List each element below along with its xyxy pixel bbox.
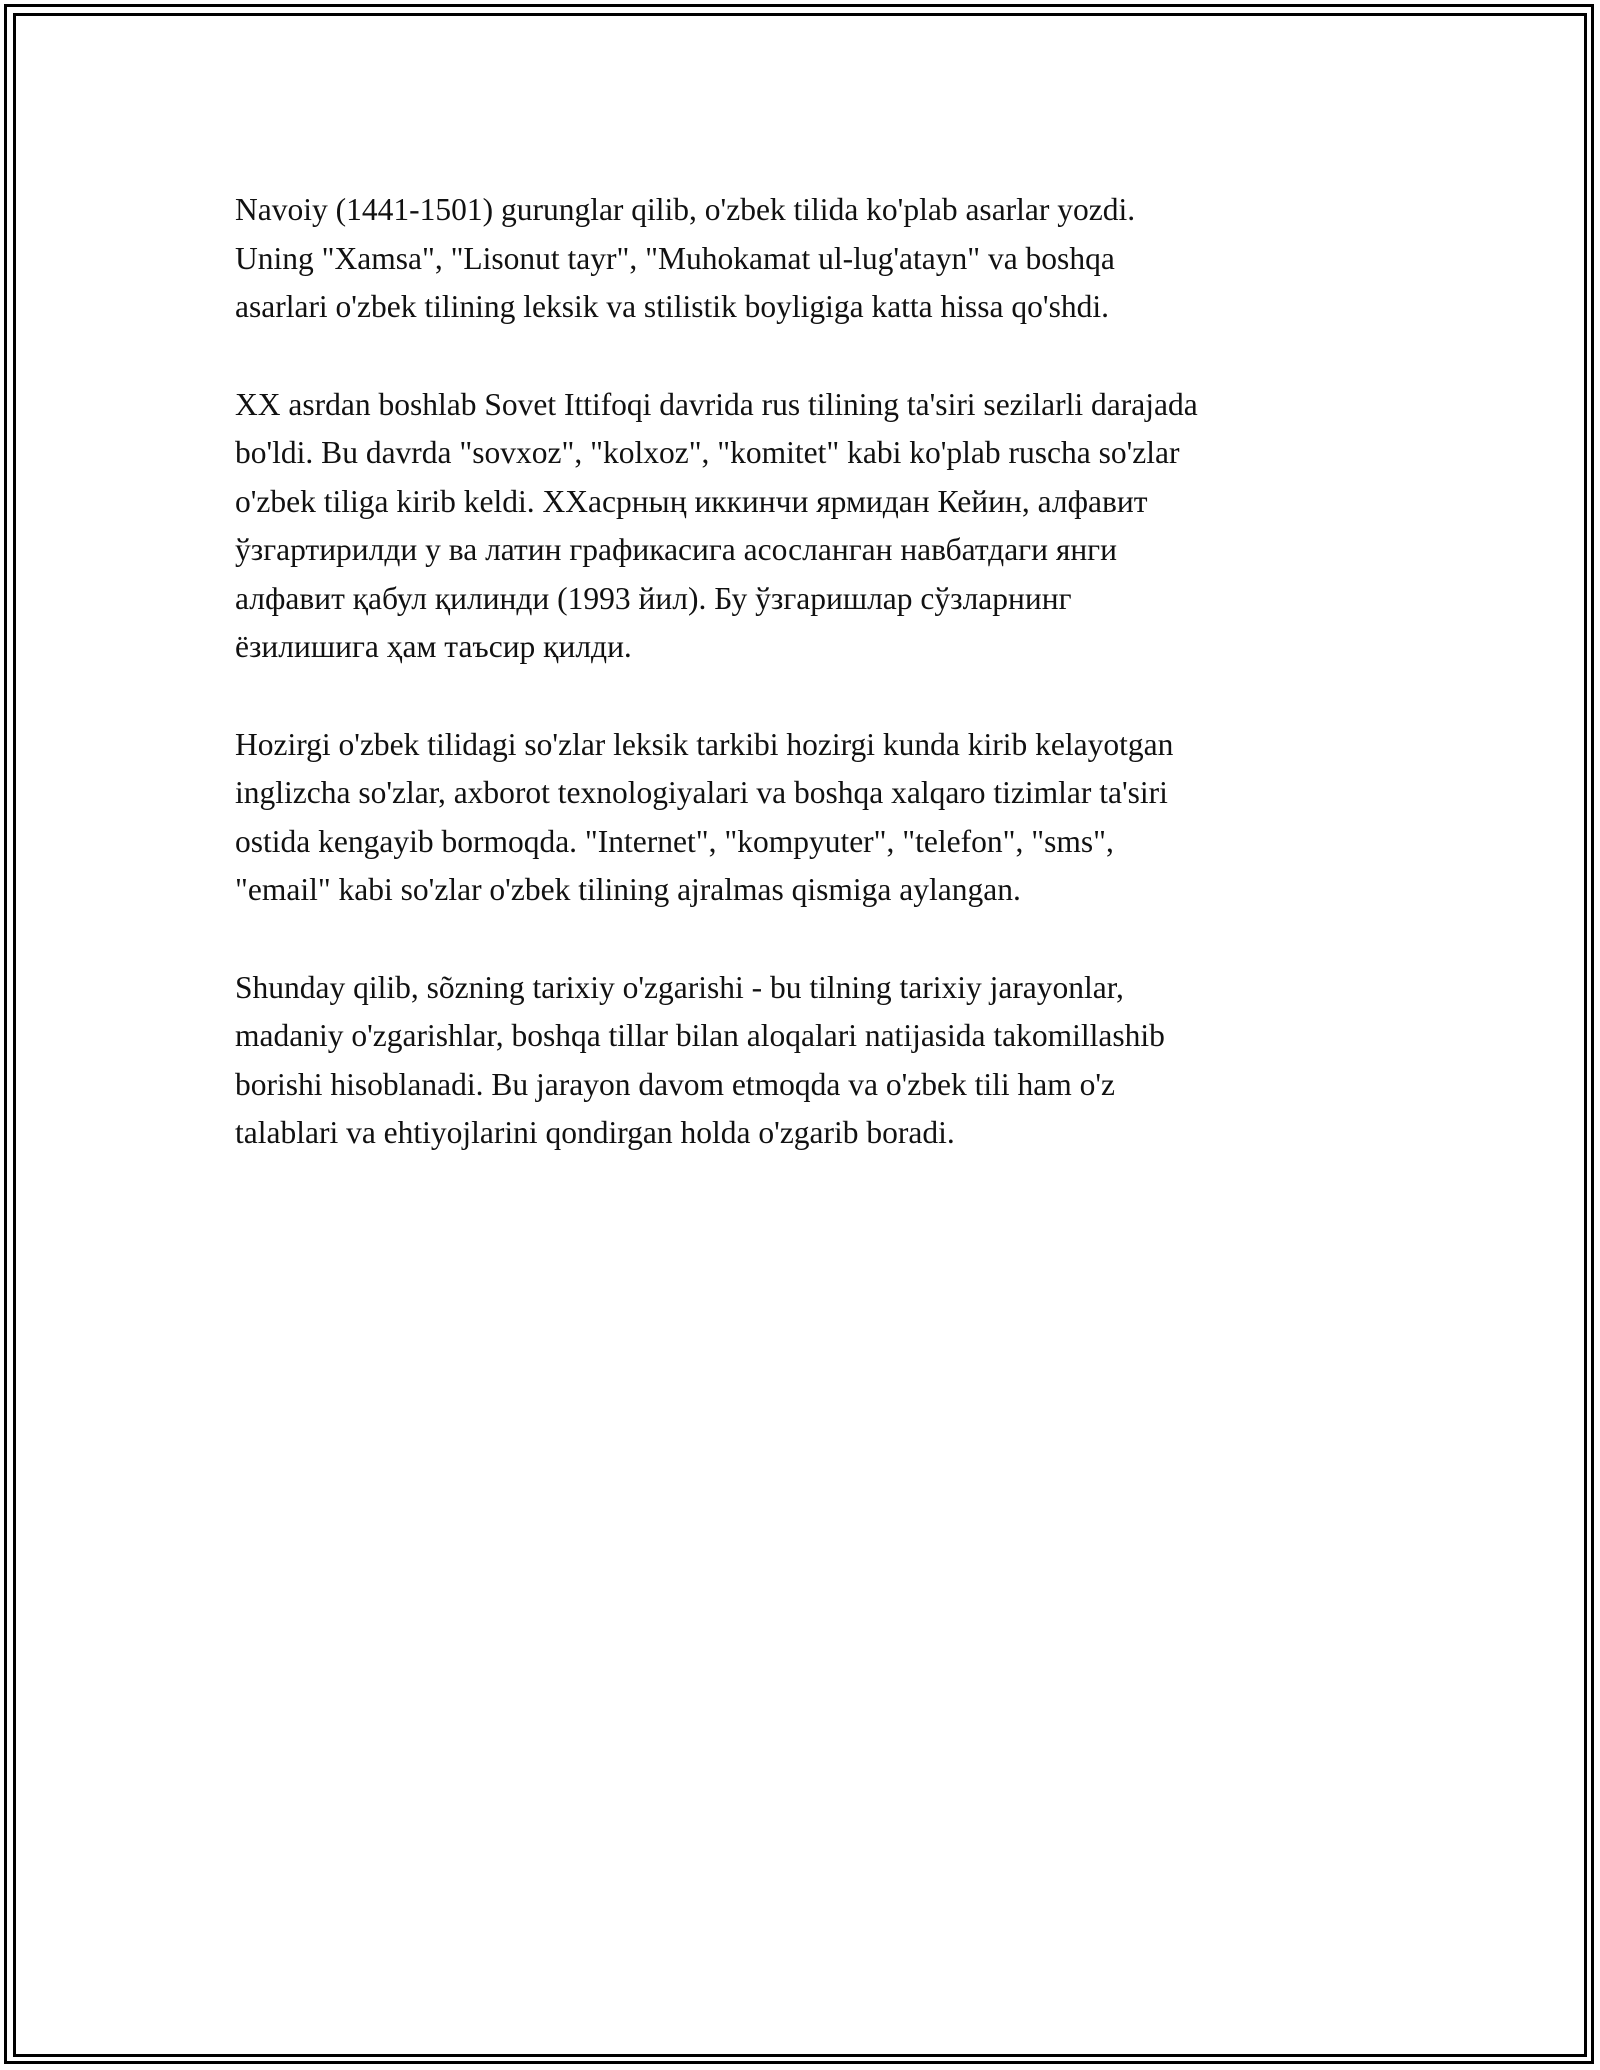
paragraph-2 bbox=[235, 381, 1375, 672]
text-line: Uning "Xamsa", "Lisonut tayr", "Muhokamat ul-lug'atayn" va boshqa bbox=[235, 240, 1115, 276]
text-line: madaniy o'zgarishlar, boshqa tillar bilan aloqalari natijasida takomillashib bbox=[235, 1018, 1165, 1053]
paragraph-3 bbox=[235, 721, 1375, 915]
text-line: inglizcha so'zlar, axborot texnologiyalari va boshqa xalqaro tizimlar ta'siri bbox=[235, 775, 1168, 810]
text-line: XX asrdan boshlab Sovet Ittifoqi davrida rus tilining ta'siri sezilarli darajada bbox=[235, 386, 1198, 422]
paragraph-1 bbox=[235, 186, 1375, 332]
text-line: Navoiy (1441-1501) gurunglar qilib, o'zbek tilida ko'plab asarlar yozdi. bbox=[235, 192, 1136, 227]
text-line: borishi hisoblanadi. Bu jarayon davom etmoqda va o'zbek tili ham o'z bbox=[235, 1066, 1116, 1102]
text-line: "email" kabi so'zlar o'zbek tilining ajralmas qismiga aylangan. bbox=[235, 872, 1021, 907]
text-line: ўзгартирилди у ва латин графикасига асосланган навбатдаги янги bbox=[235, 532, 1117, 567]
text-line: asarlari o'zbek tilining leksik va stilistik boyligiga katta hissa qo'shdi. bbox=[235, 289, 1109, 324]
text-line: ostida kengayib bormoqda. "Internet", "kompyuter", "telefon", "sms", bbox=[235, 823, 1114, 859]
paragraph-4 bbox=[235, 964, 1375, 1158]
document-body bbox=[235, 186, 1375, 1207]
text-line: talablari va ehtiyojlarini qondirgan holda o'zgarib boradi. bbox=[235, 1115, 955, 1150]
text-line: o'zbek tiliga kirib keldi. XXасрның иккинчи ярмидан Кейин, алфавит bbox=[235, 483, 1148, 519]
text-line: алфавит қабул қилинди (1993 йил). Бу ўзгаришлар сўзларнинг bbox=[235, 580, 1072, 616]
text-line: bo'ldi. Bu davrda "sovxoz", "kolxoz", "komitet" kabi ko'plab ruscha so'zlar bbox=[235, 435, 1180, 470]
text-line: ёзилишига ҳам таъсир қилди. bbox=[235, 629, 632, 664]
text-line: Hozirgi o'zbek tilidagi so'zlar leksik tarkibi hozirgi kunda kirib kelayotgan bbox=[235, 726, 1174, 762]
text-line: Shunday qilib, sõzning tarixiy o'zgarishi - bu tilning tarixiy jarayonlar, bbox=[235, 969, 1124, 1005]
